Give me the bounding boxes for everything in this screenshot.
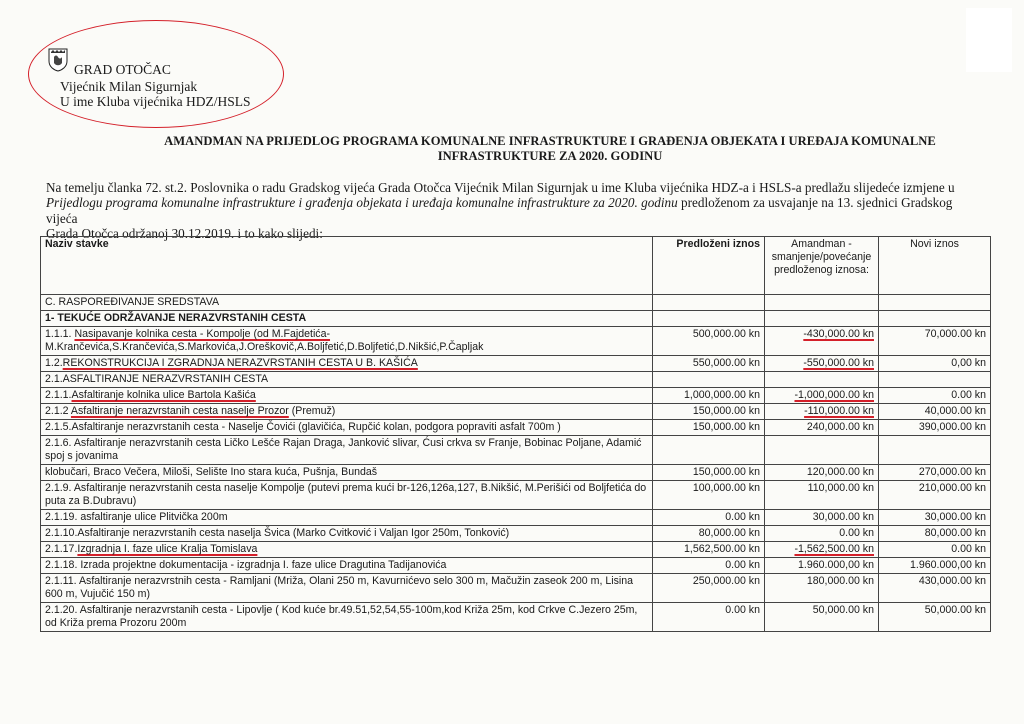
row-proposed: 100,000.00 kn <box>653 481 765 510</box>
intro-paragraph <box>46 180 986 242</box>
row-item: 2.1.20. Asfaltiranje nerazvrstanih cesta - Lipovlje ( Kod kuće br.49.51,52,54,55-100m,kod Križa 25m, kod Crkve C.Jezero 25m, od Križa prema Prozoru 200m <box>41 603 653 632</box>
section-label: C. RASPOREĐIVANJE SREDSTAVA <box>41 295 653 311</box>
table-row <box>41 372 991 388</box>
table-header-row <box>41 237 991 295</box>
row-item: 2.1.19. asfaltiranje ulice Plitvička 200m <box>41 510 653 526</box>
row-item: 2.1.ASFALTIRANJE NERAZVRSTANIH CESTA <box>41 372 653 388</box>
row-new: 0.00 kn <box>879 542 991 558</box>
table-row <box>41 327 991 356</box>
row-proposed: 500,000.00 kn <box>653 327 765 356</box>
row-proposed: 80,000.00 kn <box>653 526 765 542</box>
document-title <box>120 134 980 164</box>
row-item: 2.1.11. Asfaltiranje nerazvrstnih cesta - Ramljani (Mriža, Olani 250 m, Kavurnićevo selo 300 m, Mačužin zaseok 200 m, Lisina 600 m, Vujučić 150 m) <box>41 574 653 603</box>
row-amendment: 120,000.00 kn <box>765 465 879 481</box>
row-proposed: 550,000.00 kn <box>653 356 765 372</box>
blank-patch <box>966 8 1012 72</box>
row-proposed: 0.00 kn <box>653 510 765 526</box>
row-amendment: 1.960.000,00 kn <box>765 558 879 574</box>
table-row <box>41 356 991 372</box>
row-amendment: -1,000,000.00 kn <box>765 388 879 404</box>
intro-part-3: Grada Otočca održanoj 30.12.2019. i to kako slijedi: <box>46 226 323 242</box>
intro-part-1: Na temelju članka 72. st.2. Poslovnika o radu Gradskog vijeća Grada Otočca Vijećnik Milan Sigurnjak u ime Kluba vijećnika HDZ-a i HSLS-a predlažu slijedeće izmjene u <box>46 180 955 195</box>
row-new: 30,000.00 kn <box>879 510 991 526</box>
city-name: GRAD OTOČAC <box>74 62 171 77</box>
header-amendment: Amandman - smanjenje/povećanje predloženog iznosa: <box>765 237 879 295</box>
row-new: 70,000.00 kn <box>879 327 991 356</box>
row-new: 210,000.00 kn <box>879 481 991 510</box>
row-new: 270,000.00 kn <box>879 465 991 481</box>
row-new: 50,000.00 kn <box>879 603 991 632</box>
group-row <box>41 311 991 327</box>
row-amendment: 50,000.00 kn <box>765 603 879 632</box>
row-item: 2.1.9. Asfaltiranje nerazvrstanih cesta naselje Kompolje (putevi prema kući br-126,126a,127, B.Nikšić, M.Perišići od Boljfetića do puta za B.Dubravu) <box>41 481 653 510</box>
table-row <box>41 558 991 574</box>
table-row <box>41 510 991 526</box>
row-proposed: 1,000,000.00 kn <box>653 388 765 404</box>
row-item: klobučari, Braco Večera, Miloši, Selište Ino stara kuća, Pušnja, Bundaš <box>41 465 653 481</box>
table-row <box>41 436 991 465</box>
table-row <box>41 388 991 404</box>
row-proposed: 150,000.00 kn <box>653 420 765 436</box>
row-proposed: 150,000.00 kn <box>653 404 765 420</box>
row-item: 1.1.1. Nasipavanje kolnika cesta - Kompolje (od M.Fajdetića- M.Krančevića,S.Krančevića,S.Markovića,J.Oreškovič,A.Boljfetić,D.Boljfetić,D.Nikšić,P.Čapljak <box>41 327 653 356</box>
intro-part-2: predloženom za usvajanje na 13. sjednici Gradskog vijeća <box>46 195 953 226</box>
section-row <box>41 295 991 311</box>
row-proposed: 1,562,500.00 kn <box>653 542 765 558</box>
row-new: 390,000.00 kn <box>879 420 991 436</box>
row-item: 2.1.18. Izrada projektne dokumentacija - izgradnja I. faze ulice Dragutina Tadijanovića <box>41 558 653 574</box>
row-item: 2.1.1.Asfaltiranje kolnika ulice Bartola Kašića <box>41 388 653 404</box>
row-item: 2.1.2 Asfaltiranje nerazvrstanih cesta naselje Prozor (Premuž) <box>41 404 653 420</box>
row-new: 40,000.00 kn <box>879 404 991 420</box>
intro-italic: Prijedlogu programa komunalne infrastrukture i građenja objekata i uređaja komunalne infrastrukture za 2020. godinu <box>46 195 678 211</box>
row-proposed: 0.00 kn <box>653 558 765 574</box>
table-row <box>41 481 991 510</box>
row-amendment: -110,000.00 kn <box>765 404 879 420</box>
row-amendment: 240,000.00 kn <box>765 420 879 436</box>
title-line-2: INFRASTRUKTURE ZA 2020. GODINU <box>437 149 663 163</box>
table-row <box>41 574 991 603</box>
group-label: 1- TEKUĆE ODRŽAVANJE NERAZVRSTANIH CESTA <box>41 311 653 327</box>
row-new: 0,00 kn <box>879 356 991 372</box>
row-amendment: 0.00 kn <box>765 526 879 542</box>
table-row <box>41 420 991 436</box>
title-line-1: AMANDMAN NA PRIJEDLOG PROGRAMA KOMUNALNE INFRASTRUKTURE I GRAĐENJA OBJEKATA I UREĐAJA KOMUNALNE <box>164 134 936 148</box>
table-row <box>41 542 991 558</box>
row-amendment: -1,562,500.00 kn <box>765 542 879 558</box>
header-item: Naziv stavke <box>41 237 653 295</box>
row-item: 2.1.10.Asfaltiranje nerazvrstanih cesta naselja Švica (Marko Cvitković i Valjan Igor 250m, Tonković) <box>41 526 653 542</box>
red-ellipse-annotation <box>28 20 284 128</box>
row-item: 2.1.6. Asfaltiranje nerazvrstanih cesta Ličko Lešće Rajan Draga, Janković slivar, Ćusi crkva sv Franje, Bobinac Poljane, Adamić spoj s jovanima <box>41 436 653 465</box>
row-amendment: -550,000.00 kn <box>765 356 879 372</box>
row-proposed: 150,000.00 kn <box>653 465 765 481</box>
row-proposed: 0.00 kn <box>653 603 765 632</box>
amendment-table <box>40 236 991 632</box>
row-amendment: 180,000.00 kn <box>765 574 879 603</box>
row-proposed: 250,000.00 kn <box>653 574 765 603</box>
row-new: 80,000.00 kn <box>879 526 991 542</box>
row-new: 430,000.00 kn <box>879 574 991 603</box>
row-amendment: 110,000.00 kn <box>765 481 879 510</box>
row-item: 1.2.REKONSTRUKCIJA I ZGRADNJA NERAZVRSTANIH CESTA U B. KAŠIĆA <box>41 356 653 372</box>
club-name: U ime Kluba vijećnika HDZ/HSLS <box>60 94 251 109</box>
row-item: 2.1.5.Asfaltiranje nerazvrstanih cesta - Naselje Čovići (glavičića, Rupčić kolan, podgora popraviti asfalt 700m ) <box>41 420 653 436</box>
row-amendment: -430,000.00 kn <box>765 327 879 356</box>
table-row <box>41 603 991 632</box>
row-new: 1.960.000,00 kn <box>879 558 991 574</box>
table-row <box>41 465 991 481</box>
table-row <box>41 526 991 542</box>
header-new: Novi iznos <box>879 237 991 295</box>
row-new: 0.00 kn <box>879 388 991 404</box>
table-row <box>41 404 991 420</box>
row-amendment: 30,000.00 kn <box>765 510 879 526</box>
header-proposed: Predloženi iznos <box>653 237 765 295</box>
row-item: 2.1.17.Izgradnja I. faze ulice Kralja Tomislava <box>41 542 653 558</box>
councilor-name: Vijećnik Milan Sigurnjak <box>60 79 198 94</box>
